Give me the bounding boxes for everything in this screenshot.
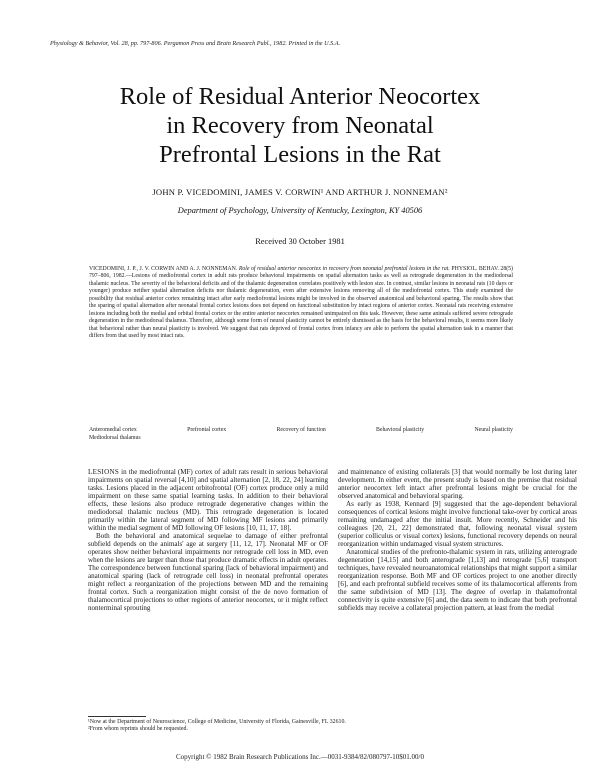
body-paragraph (88, 468, 328, 532)
footnotes (88, 719, 388, 733)
footnote-divider (88, 716, 146, 717)
abstract-citation-authors: VICEDOMINI, J. P., J. V. CORWIN AND A. J. NONNEMAN. (89, 266, 238, 272)
keyword: Behavioral plasticity (376, 427, 425, 433)
copyright-line: Copyright © 1982 Brain Research Publications Inc.—0031-9384/82/080797-10$01.00/0 (176, 753, 424, 761)
body-column-left (88, 468, 328, 612)
abstract-citation-journal: PHYSIOL. BEHAV. 28(5) 797–806, 1982. (89, 266, 513, 280)
author-list: JOHN P. VICEDOMINI, JAMES V. CORWIN¹ AND ARTHUR J. NONNEMAN² (152, 187, 448, 197)
footnote: ¹Now at the Department of Neuroscience, College of Medicine, University of Florida, Gainesville, FL 32610. (88, 719, 346, 725)
body-column-right (338, 468, 577, 612)
keyword: Anteromedial cortex (89, 427, 137, 433)
keyword: Prefrontal cortex (187, 427, 227, 433)
keyword: Recovery of function (276, 427, 326, 433)
title-line: in Recovery from Neonatal (166, 112, 434, 139)
abstract (89, 266, 513, 341)
title-line: Prefrontal Lesions in the Rat (159, 141, 441, 168)
affiliation: Department of Psychology, University of Kentucky, Lexington, KY 40506 (177, 206, 423, 215)
keyword: Neural plasticity (474, 427, 513, 433)
article-title (0, 82, 600, 169)
received-date: Received 30 October 1981 (255, 237, 345, 246)
keywords (89, 427, 513, 442)
abstract-body: —Lesions of mediofrontal cortex in adult rats produce behavioral impairments on spatial alternation tasks as well as retrograde degeneration in the mediodorsal thalamic nucleus. The severity of the behavioral deficits and of the thalamic degeneration correlates positively with lesion size. In contrast, similar lesions in neonatal rats (10 days or younger) produce neither spatial alternation deficits nor thalamic degeneration, even after extensive lesions removing all of the mediofrontal cortex. This study examined the possibility that residual anterior cortex remaining intact after early mediofrontal lesions might be involved in the observed anatomical and behavioral sparing. The results show that the sparing of spatial alternation after neonatal frontal cortex lesions does not depend on functional substitution by intact regions of anterior cortex. Neonatal rats receiving extensive lesions including both the medial and orbital frontal cortex or the entire anterior neocortex remained unimpaired on this task. However, these same animals suffered severe retrograde degeneration in the mediodorsal thalamus. Therefore, although some form of neural plasticity cannot be entirely dismissed as the basis for the behavioral results, it seems more likely that behavioral rather than neural plasticity is involved. We suggest that rats deprived of frontal cortex from infancy are able to perform the spatial alternation task in a manner that differs from that used by most intact rats. (89, 273, 514, 340)
keyword: Mediodorsal thalamus (89, 434, 141, 441)
journal-citation-line: Physiology & Behavior, Vol. 28, pp. 797-806. Pergamon Press and Brain Research Publ., 1982. Printed in the U.S.A. (50, 40, 341, 47)
title-line: Role of Residual Anterior Neocortex (119, 83, 481, 110)
paragraph-text: in the mediofrontal (MF) cortex of adult rats result in serious behavioral impairments on spatial reversal [4,10] and spatial alternation [2, 18, 22, 24] learning tasks. Lesions placed in the adjacent orbitofrontal (OF) cortex produce only a mild impairment on these same spatial learning tasks. In addition to their behavioral effects, these lesions also produce retrograde degenerative changes within the mediodorsal thalamic nucleus (MD). This retrograde degeneration is located primarily within the lateral segment of MD following MF lesions and primarily within the medial segment of MD following OF lesions [10, 11, 17, 18]. (88, 468, 328, 533)
footnote: ²From whom reprints should be requested. (88, 726, 188, 732)
body-paragraph: As early as 1938, Kennard [9] suggested that the age-dependent behavioral consequences of cortical lesions might involve functional take-over by cortical areas remaining undamaged after the initial insult. More recently, Schneider and his colleagues [20, 21, 22] demonstrated that, following neonatal visual system (superior colliculus or visual cortex) lesions, functional recovery depends on neural reorganization within undamaged visual system structures. (338, 500, 577, 549)
body-paragraph: and maintenance of existing collaterals [3] that would normally be lost during later development. In either event, the present study is based on the premise that residual anterior neocortex left intact after prefrontal lesions might be crucial for the observed anatomical and behavioral sparing. (338, 468, 577, 501)
body-paragraph: Both the behavioral and anatomical sequelae to damage of either prefrontal subfield depends on the animals' age at surgery [11, 12, 17]. Neonatal MF or OF operates show neither behavioral impairments nor retrograde cell loss in MD, even when the lesions are larger than those that produce dramatic effects in adult operates. The correspondence between functional sparing (lack of behavioral impairment) and anatomical sparing (lack of retrograde cell loss) in neonatal prefrontal operates might reflect a reorganization of the projections between MD and the remaining frontal cortex. Such a reorganization might consist of the de novo formation of thalamocortical projections to other regions of anterior neocortex, or it might reflect nonterminal sprouting (88, 532, 328, 613)
lead-word: LESIONS (88, 468, 120, 476)
body-paragraph: Anatomical studies of the prefronto-thalamic system in rats, utilizing anterograde degeneration [14,15] and both anterograde [1,13] and retrograde [5,6] transport techniques, have revealed neuroanatomical relationships that might support a similar reorganization response. Both MF and OF cortices project to one another directly [6], and each prefrontal subfield receives some of its thalamocortical afferents from the same subdivision of MD [13]. The degree of overlap in thalamofrontal connectivity is quite extensive [6] and, the data seem to indicate that both prefrontal subfields may receive a collateral projection pattern, at least from the medial (338, 548, 577, 613)
abstract-citation-title: Role of residual anterior neocortex in recovery from neonatal prefrontal lesions in the rat. (238, 266, 450, 272)
